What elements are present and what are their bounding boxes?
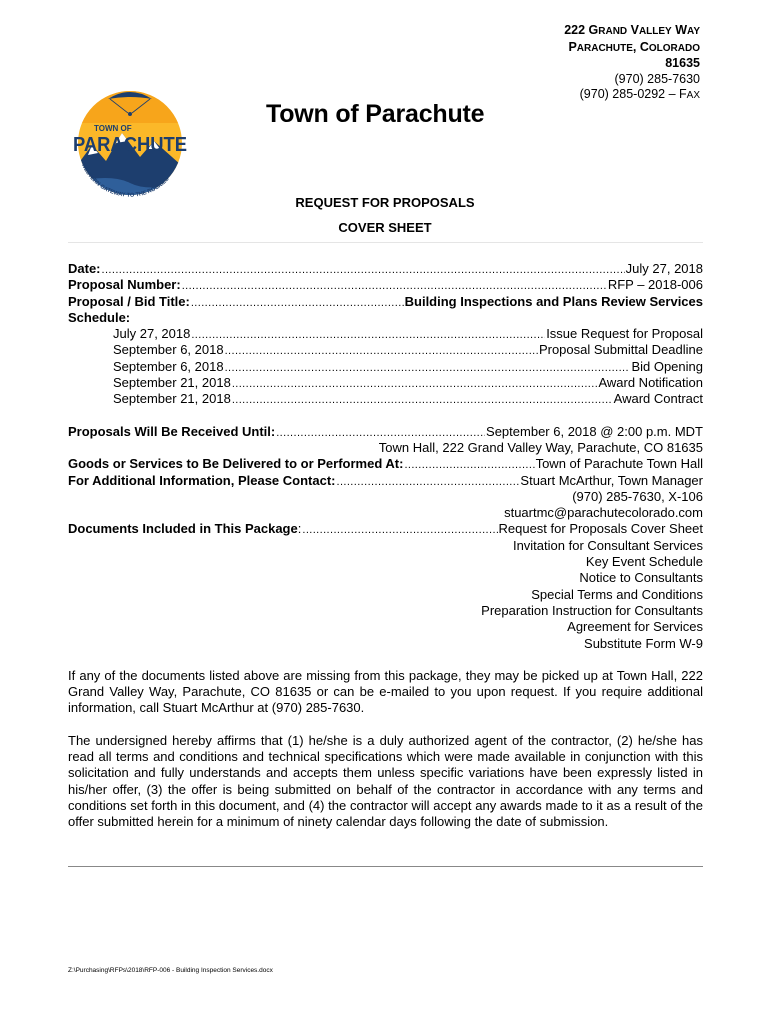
schedule-item: September 6, 2018 ..... Proposal Submittal Deadline [68, 342, 703, 358]
missing-documents-paragraph: If any of the documents listed above are missing from this package, they may be picked up at Town Hall, 222 Grand Valley Way, Parachute, CO 81635 or can be e-mailed to you upon request. If you require additional information, call Stuart McArthur at (970) 285-7630. [68, 667, 703, 716]
svg-text:TOWN OF: TOWN OF [94, 124, 132, 133]
cover-sheet-heading: COVER SHEET [338, 220, 432, 235]
header-divider [68, 242, 703, 243]
svg-text:WESTERN GATEWAY TO THE ROCKIES: WESTERN GATEWAY TO THE ROCKIES [79, 162, 171, 199]
received-location: Town Hall, 222 Grand Valley Way, Parachute, CO 81635 [378, 439, 703, 455]
document-item: Special Terms and Conditions [531, 586, 703, 602]
schedule-item: September 21, 2018 ..... Award Contract [68, 391, 703, 407]
schedule-item: July 27, 2018 ..... Issue Request for Proposal [68, 326, 703, 342]
document-item: Substitute Form W-9 [584, 635, 703, 651]
document-item: Preparation Instruction for Consultants [481, 602, 703, 618]
bid-title-row: Proposal / Bid Title: ..... Building Inspections and Plans Review Services [68, 294, 703, 310]
contact-row: For Additional Information, Please Contact: ..... Stuart McArthur, Town Manager [68, 473, 703, 489]
delivered-at-row: Goods or Services to Be Delivered to or Performed At: ..... Town of Parachute Town Hall [68, 456, 703, 472]
schedule-label: Schedule: [68, 309, 131, 325]
cover-sheet-body [68, 261, 703, 831]
footer-divider [68, 866, 703, 867]
town-address: 222 GRAND VALLEY WAY PARACHUTE, COLORADO 81635 (970) 285-7630 (970) 285-0292 – FAX [564, 23, 700, 101]
svg-text:PARACHUTE: PARACHUTE [73, 134, 187, 156]
contact-phone: (970) 285-7630, X-106 [572, 488, 703, 504]
affirmation-paragraph: The undersigned hereby affirms that (1) he/she is a duly authorized agent of the contractor, (2) he/she has read all terms and conditions and technical specifications which were made available in conjunction with this solicitation and fully understands and accepts them unless specific variations have been expressly listed in his/her offer, (3) the offer is being submitted on behalf of the contractor in accordance with any terms and conditions set forth in this document, and (4) the contractor will accept any awards made to it as a result of the offer submitted herein for a minimum of ninety calendar days following the date of submission. [68, 732, 703, 830]
date-row: Date: ..... July 27, 2018 [68, 261, 703, 277]
schedule-item: September 6, 2018 ..... Bid Opening [68, 359, 703, 375]
town-title: Town of Parachute [266, 100, 485, 128]
received-until-row: Proposals Will Be Received Until: ..... September 6, 2018 @ 2:00 p.m. MDT [68, 424, 703, 440]
document-item: Key Event Schedule [585, 554, 703, 570]
proposal-number-row: Proposal Number: ..... RFP – 2018-006 [68, 277, 703, 293]
rfp-heading: REQUEST FOR PROPOSALS [295, 195, 475, 210]
documents-row: Documents Included in This Package: ..... Request for Proposals Cover Sheet [68, 521, 703, 537]
file-path-footer: Z:\Purchasing\RFPs\2018\RFP-006 - Building Inspection Services.docx [68, 967, 273, 974]
document-item: Notice to Consultants [579, 570, 703, 586]
town-logo [70, 83, 190, 207]
document-item: Agreement for Services [567, 619, 703, 635]
contact-email[interactable]: stuartmc@parachutecolorado.com [504, 505, 703, 521]
schedule-item: September 21, 2018 ..... Award Notification [68, 375, 703, 391]
document-item: Invitation for Consultant Services [512, 537, 703, 553]
